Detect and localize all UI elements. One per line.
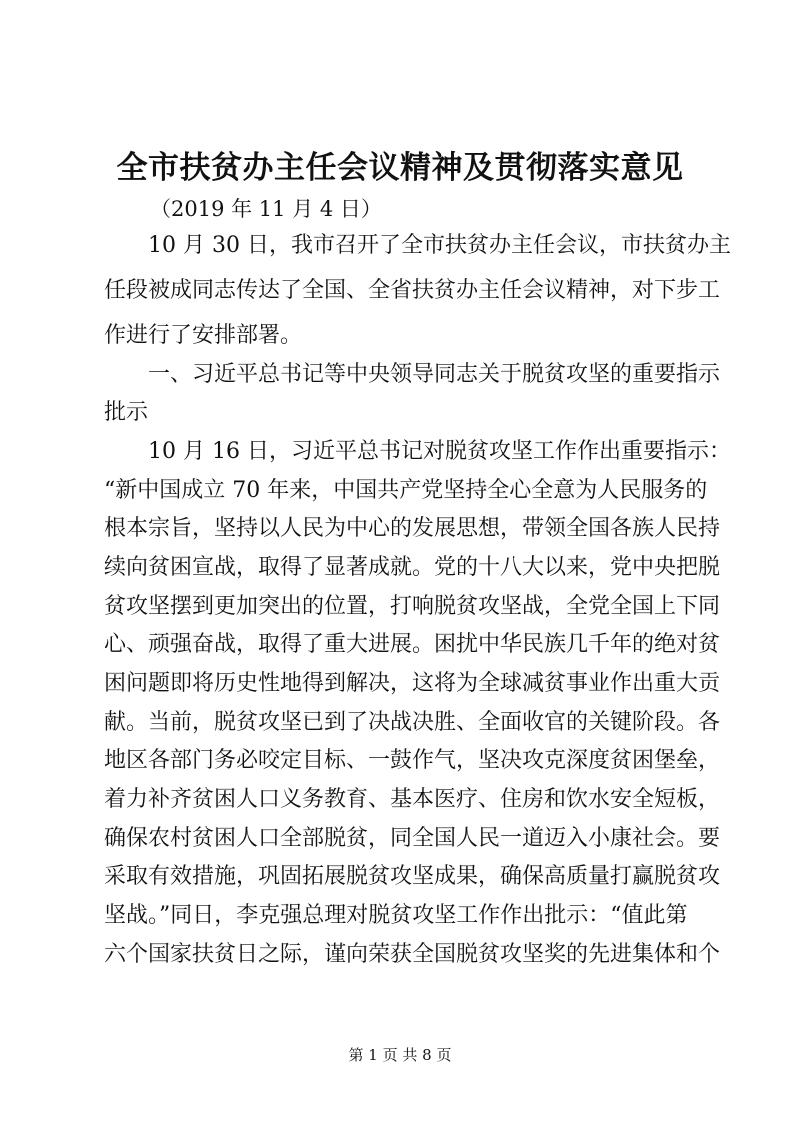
paragraph-line: 困问题即将历史性地得到解决，这将为全球减贫事业作出重大贡 — [104, 671, 721, 696]
paragraph-line: 献。当前，脱贫攻坚已到了决战决胜、全面收官的关键阶段。各 — [104, 710, 721, 735]
document-title: 全市扶贫办主任会议精神及贯彻落实意见 — [116, 150, 684, 186]
paragraph-line: 10 月 30 日，我市召开了全市扶贫办主任会议，市扶贫办主 — [148, 233, 731, 258]
paragraph-line: 确保农村贫困人口全部脱贫，同全国人民一道迈入小康社会。要 — [104, 826, 721, 851]
paragraph-line: 任段被成同志传达了全国、全省扶贫办主任会议精神，对下步工 — [104, 278, 721, 303]
paragraph-line: 地区各部门务必咬定目标、一鼓作气，坚决攻克深度贫困堡垒， — [104, 748, 721, 773]
section-heading-line: 批示 — [104, 400, 149, 425]
paragraph-line: 六个国家扶贫日之际，谨向荣获全国脱贫攻坚奖的先进集体和个 — [104, 942, 721, 967]
paragraph-line: 坚战。”同日，李克强总理对脱贫攻坚工作作出批示：“值此第 — [104, 903, 688, 928]
paragraph-line: 心、顽强奋战，取得了重大进展。困扰中华民族几千年的绝对贫 — [104, 632, 721, 657]
paragraph-line: 根本宗旨，坚持以人民为中心的发展思想，带领全国各族人民持 — [104, 516, 721, 541]
page-number-footer: 第 1 页 共 8 页 — [348, 1046, 452, 1064]
section-heading-line: 一、习近平总书记等中央领导同志关于脱贫攻坚的重要指示 — [148, 362, 721, 387]
paragraph-line: 贫攻坚摆到更加突出的位置，打响脱贫攻坚战，全党全国上下同 — [104, 594, 721, 619]
paragraph-line: 10 月 16 日，习近平总书记对脱贫攻坚工作作出重要指示： — [148, 439, 731, 464]
paragraph-line: 着力补齐贫困人口义务教育、基本医疗、住房和饮水安全短板， — [104, 787, 721, 812]
paragraph-line: 作进行了安排部署。 — [104, 323, 303, 348]
paragraph-line: 采取有效措施，巩固拓展脱贫攻坚成果，确保高质量打赢脱贫攻 — [104, 864, 721, 889]
paragraph-line: “新中国成立 70 年来，中国共产党坚持全心全意为人民服务的 — [104, 478, 708, 503]
paragraph-line: 续向贫困宣战，取得了显著成就。党的十八大以来，党中央把脱 — [104, 555, 721, 580]
document-date: （2019 年 11 月 4 日） — [150, 197, 382, 221]
